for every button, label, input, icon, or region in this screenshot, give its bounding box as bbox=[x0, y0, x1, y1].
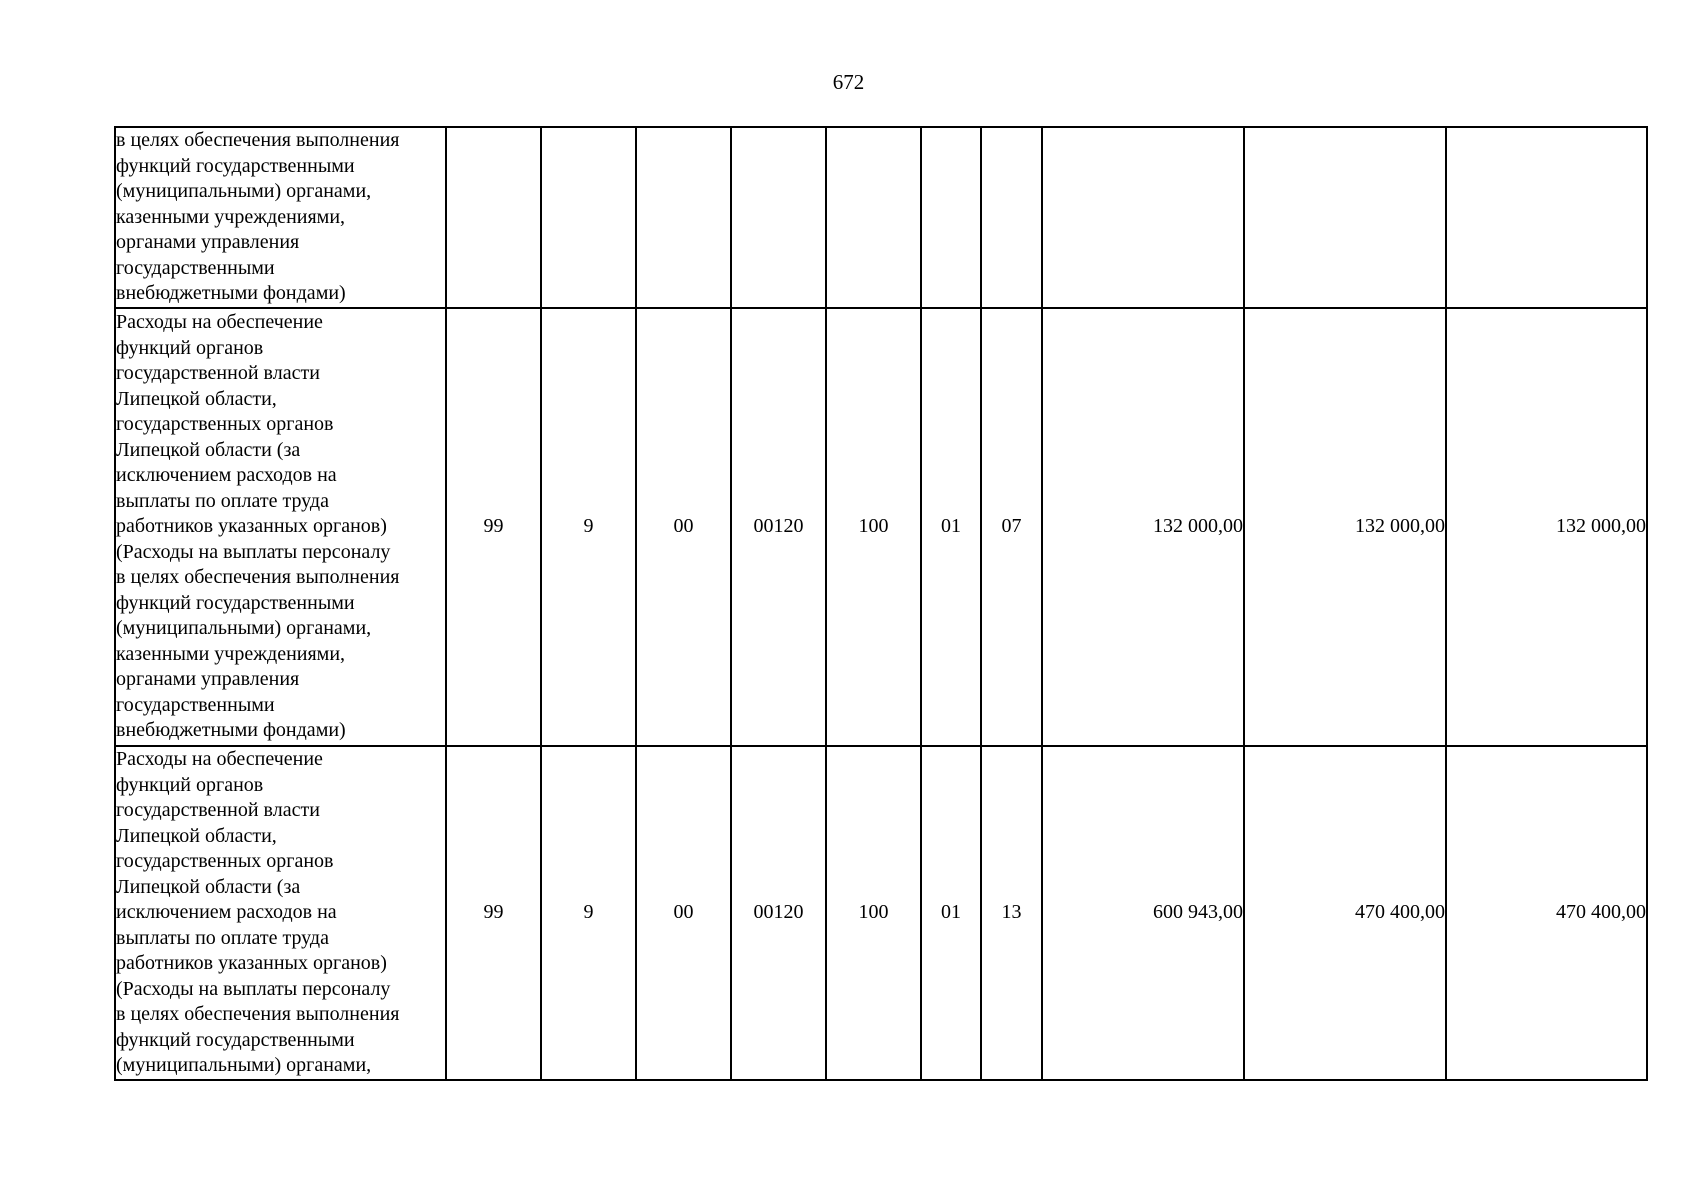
amount-year-3-cell: 470 400,00 bbox=[1446, 746, 1647, 1080]
main-activity-code-cell: 00 bbox=[636, 308, 731, 746]
program-code-cell: 99 bbox=[446, 746, 541, 1080]
table-row bbox=[115, 127, 1647, 308]
expense-type-code-cell: 100 bbox=[826, 308, 921, 746]
row-description: Расходы на обеспечение функций органов государственной власти Липецкой области, государственных органов Липецкой области (за исключением расходов на выплаты по оплате труда работников указанных органов) (Расходы на выплаты персоналу в целях обеспечения выполнения функций государственными (муниципальными) органами, bbox=[115, 746, 446, 1080]
table-row bbox=[115, 746, 1647, 1080]
subprogram-code-cell: 9 bbox=[541, 308, 636, 746]
amount-year-2-cell bbox=[1244, 127, 1446, 308]
subsection-code-cell bbox=[981, 127, 1042, 308]
subprogram-code-cell bbox=[541, 127, 636, 308]
budget-table bbox=[114, 126, 1648, 1081]
amount-year-2-cell: 470 400,00 bbox=[1244, 746, 1446, 1080]
subsection-code-cell: 07 bbox=[981, 308, 1042, 746]
main-activity-code-cell: 00 bbox=[636, 746, 731, 1080]
direction-code-cell bbox=[731, 127, 826, 308]
direction-code-cell: 00120 bbox=[731, 746, 826, 1080]
program-code-cell: 99 bbox=[446, 308, 541, 746]
row-description: в целях обеспечения выполнения функций государственными (муниципальными) органами, казенными учреждениями, органами управления государственными внебюджетными фондами) bbox=[115, 127, 446, 308]
subsection-code-cell: 13 bbox=[981, 746, 1042, 1080]
amount-year-3-cell bbox=[1446, 127, 1647, 308]
row-description: Расходы на обеспечение функций органов государственной власти Липецкой области, государственных органов Липецкой области (за исключением расходов на выплаты по оплате труда работников указанных органов) (Расходы на выплаты персоналу в целях обеспечения выполнения функций государственными (муниципальными) органами, казенными учреждениями, органами управления государственными внебюджетными фондами) bbox=[115, 308, 446, 746]
table-row bbox=[115, 308, 1647, 746]
page-number: 672 bbox=[832, 70, 865, 94]
section-code-cell: 01 bbox=[921, 308, 981, 746]
amount-year-1-cell: 132 000,00 bbox=[1042, 308, 1244, 746]
amount-year-1-cell bbox=[1042, 127, 1244, 308]
amount-year-2-cell: 132 000,00 bbox=[1244, 308, 1446, 746]
direction-code-cell: 00120 bbox=[731, 308, 826, 746]
program-code-cell bbox=[446, 127, 541, 308]
expense-type-code-cell bbox=[826, 127, 921, 308]
section-code-cell: 01 bbox=[921, 746, 981, 1080]
main-activity-code-cell bbox=[636, 127, 731, 308]
subprogram-code-cell: 9 bbox=[541, 746, 636, 1080]
expense-type-code-cell: 100 bbox=[826, 746, 921, 1080]
section-code-cell bbox=[921, 127, 981, 308]
amount-year-1-cell: 600 943,00 bbox=[1042, 746, 1244, 1080]
amount-year-3-cell: 132 000,00 bbox=[1446, 308, 1647, 746]
